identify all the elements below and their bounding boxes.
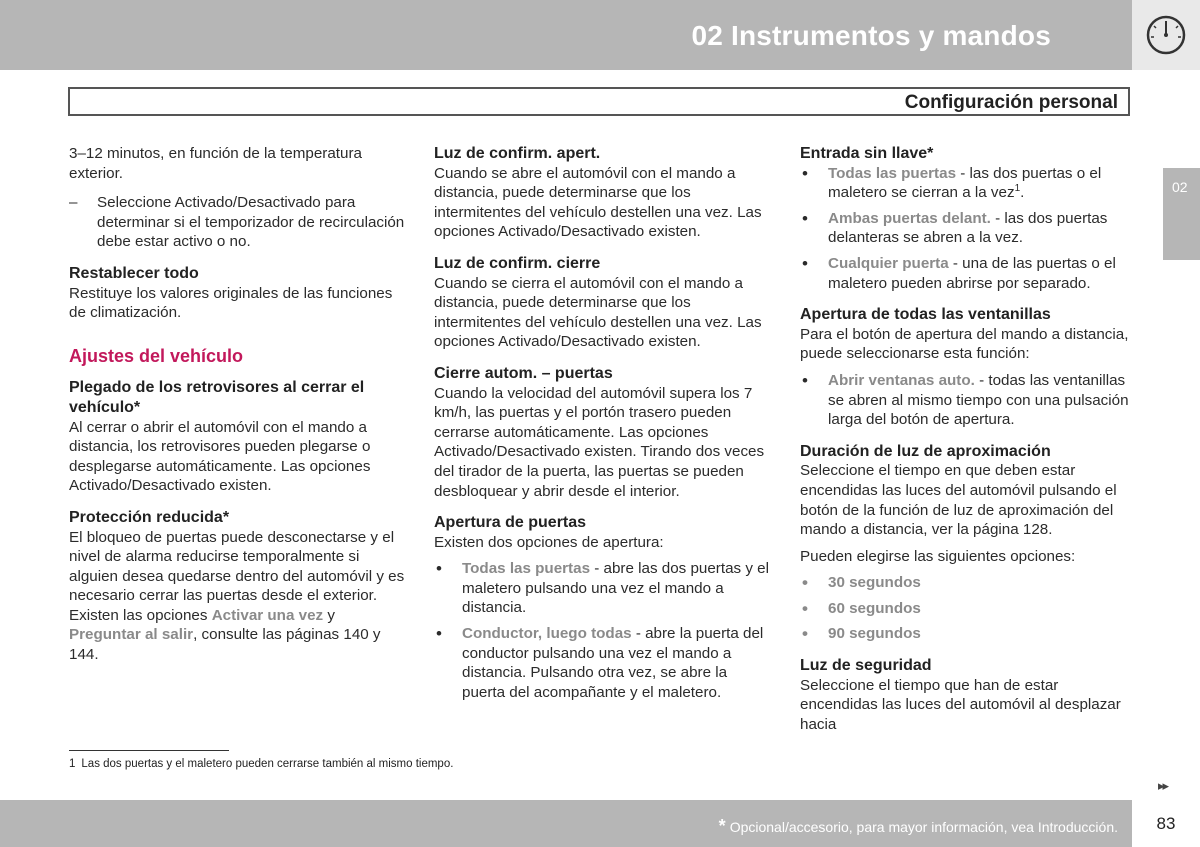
keyless-options-list <box>800 164 1134 294</box>
text: , consulte las páginas 140 y 144. <box>69 626 381 664</box>
windows-options-list <box>800 371 1134 430</box>
paragraph: Existen dos opciones de apertura: <box>434 533 664 551</box>
footer-text: Opcional/accesorio, para mayor información, vea Introducción. <box>729 819 1118 835</box>
option-text: . <box>1020 184 1025 202</box>
footnote-ref: 1 <box>1014 183 1021 195</box>
chapter-icon-box <box>1132 0 1200 70</box>
option-text: - abre las dos puertas y el maletero pulsando una vez el mando a distancia. <box>462 560 769 617</box>
paragraph: Al cerrar o abrir el automóvil con el mando a distancia, los retrovisores pueden plegarse o desplegarse automáticamente. Las opciones Activado/Desactivado existen. <box>69 418 371 495</box>
paragraph: Restituye los valores originales de las funciones de climatización. <box>69 284 393 322</box>
option-text: - una de las puertas o el maletero pueden abrirse por separado. <box>828 254 1116 292</box>
option-highlight: Cualquier puerta <box>828 254 949 272</box>
list-item: • 90 segundos <box>800 624 1134 644</box>
paragraph: Seleccione el tiempo en que deben estar encendidas las luces del automóvil pulsando el botón de la función de luz de aproximación del mando a distancia, ver la página 128. <box>800 462 1117 539</box>
paragraph <box>69 528 405 665</box>
asterisk-marker: * <box>718 816 726 836</box>
page-number: 83 <box>1156 814 1176 833</box>
option-highlight: Preguntar al salir <box>69 626 194 644</box>
footnote <box>69 758 453 770</box>
option-text: - abre la puerta del conductor pulsando una vez el mando a distancia. Pulsando otra vez, se abre la puerta del acompañante y el maletero. <box>462 625 764 701</box>
heading-vehicle-settings: Ajustes del vehículo <box>69 345 244 366</box>
column-3 <box>800 144 1134 734</box>
paragraph: Para el botón de apertura del mando a distancia, puede seleccionarse esta función: <box>800 325 1129 363</box>
speedometer-icon <box>1145 14 1187 56</box>
list-item <box>800 209 1134 248</box>
list-item <box>800 254 1134 293</box>
footer-note <box>719 816 1118 837</box>
dash-text: Seleccione Activado/Desactivado para determinar si el temporizador de recirculación debe estar activo o no. <box>97 194 405 251</box>
option-text: - las dos puertas delanteras se abren a la vez. <box>828 209 1108 247</box>
list-item: • 30 segundos <box>800 573 1134 593</box>
door-options-list <box>434 559 770 702</box>
option-highlight: Todas las puertas <box>462 560 591 578</box>
paragraph: Cuando la velocidad del automóvil supera los 7 km/h, las puertas y el portón trasero pueden cerrarse automáticamente. Las opciones Activado/Desactivado existen. Tirando dos veces del tirador de la puerta, las puertas se pueden desbloquear y abrir desde el interior. <box>434 384 765 500</box>
text: y <box>323 606 335 624</box>
paragraph: Cuando se cierra el automóvil con el mando a distancia, puede determinarse que los intermitentes del vehículo destellen una vez. Las opciones Activado/Desactivado existen. <box>434 274 762 351</box>
chapter-tab <box>1163 168 1200 260</box>
section-header <box>68 87 1130 116</box>
option-highlight: Todas las puertas <box>828 164 957 182</box>
column-2 <box>434 144 770 702</box>
option-highlight: Conductor, luego todas <box>462 625 632 643</box>
text: El bloqueo de puertas puede desconectarse y el nivel de alarma reducirse temporalmente si alguien desea quedarse dentro del automóvil y es necesario cerrar las puertas desde el exterior. Existen las opciones <box>69 528 405 624</box>
heading-safety-light: Luz de seguridad <box>800 657 932 675</box>
chapter-title: 02 Instrumentos y mandos <box>691 20 1051 51</box>
footnote-text: Las dos puertas y el maletero pueden cerrarse también al mismo tiempo. <box>81 758 454 770</box>
heading-unlock-light: Luz de confirm. apert. <box>434 145 601 162</box>
heading-approach-light: Duración de luz de aproximación <box>800 442 1051 460</box>
dash-marker: – <box>69 194 78 212</box>
heading-mirrors: Plegado de los retrovisores al cerrar el vehículo* <box>69 379 365 416</box>
heading-protection: Protección reducida* <box>69 508 230 526</box>
list-item: • 60 segundos <box>800 599 1134 619</box>
option-highlight: Ambas puertas delant. <box>828 209 991 227</box>
approach-options-list <box>800 573 1134 644</box>
column-1 <box>69 144 405 665</box>
footnote-divider <box>69 750 229 751</box>
section-title: Configuración personal <box>904 92 1118 113</box>
option-highlight: Abrir ventanas auto. <box>828 371 975 389</box>
list-item <box>434 624 770 702</box>
list-item <box>800 371 1134 430</box>
footnote-number: 1 <box>69 758 76 770</box>
paragraph: 3–12 minutos, en función de la temperatura exterior. <box>69 145 362 182</box>
list-item <box>800 164 1134 203</box>
dash-item <box>69 193 405 252</box>
option-text: - todas las ventanillas se abren al mismo tiempo con una pulsación larga del botón de apertura. <box>828 371 1129 429</box>
option-text: - las dos puertas o el maletero se cierran a la vez <box>828 164 1102 202</box>
paragraph: Cuando se abre el automóvil con el mando a distancia, puede determinarse que los intermitentes del vehículo destellen una vez. Las opciones Activado/Desactivado existen. <box>434 164 762 241</box>
heading-door-opening: Apertura de puertas <box>434 514 587 532</box>
continue-arrow-icon: ▸▸ <box>1158 778 1168 793</box>
heading-keyless: Entrada sin llave* <box>800 145 934 162</box>
heading-windows: Apertura de todas las ventanillas <box>800 306 1051 324</box>
option-highlight: Activar una vez <box>211 606 324 624</box>
header-band <box>0 0 1132 70</box>
paragraph: Seleccione el tiempo que han de estar encendidas las luces del automóvil al desplazar hacia <box>800 676 1121 733</box>
heading-reset: Restablecer todo <box>69 264 199 282</box>
heading-lock-light: Luz de confirm. cierre <box>434 254 601 272</box>
paragraph: Pueden elegirse las siguientes opciones: <box>800 547 1076 565</box>
chapter-tab-label: 02 <box>1172 179 1188 195</box>
footer-band <box>0 800 1132 847</box>
heading-autolock: Cierre autom. – puertas <box>434 364 613 382</box>
list-item <box>434 559 770 618</box>
